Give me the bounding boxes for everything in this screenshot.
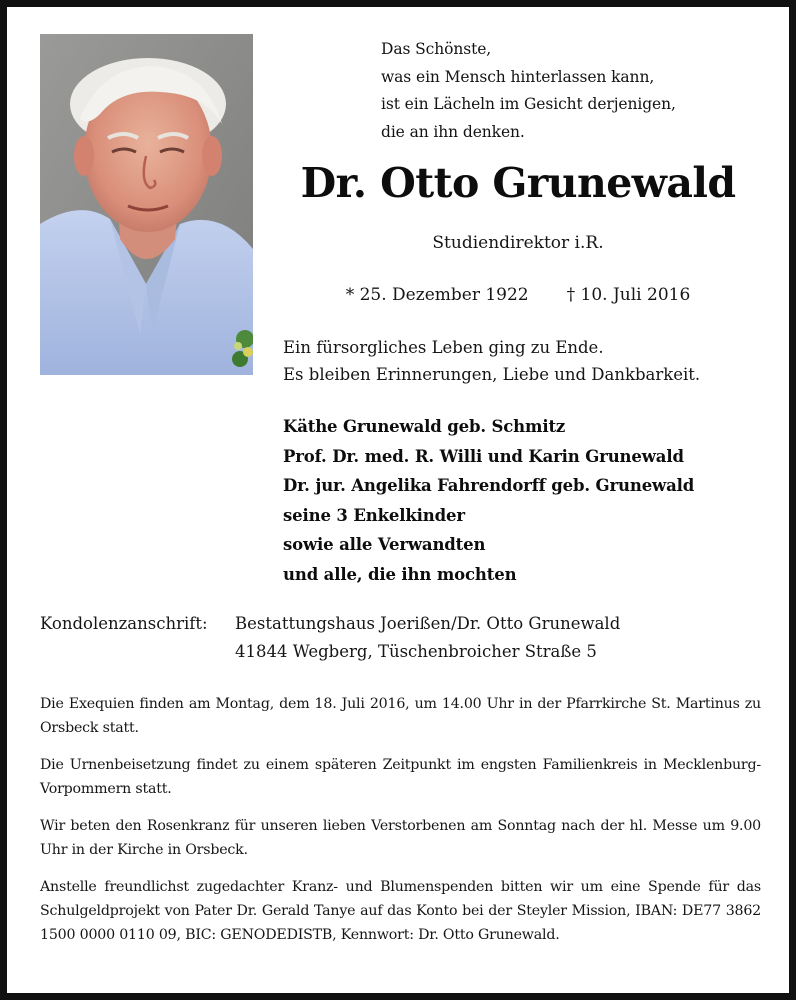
mourners-list <box>283 412 694 589</box>
quote-line: was ein Mensch hinterlassen kann, <box>381 67 655 86</box>
phrase-line: Ein fürsorgliches Leben ging zu Ende. <box>283 338 604 357</box>
paragraph: Die Exequien finden am Montag, dem 18. Juli 2016, um 14.00 Uhr in der Pfarrkirche St. Martinus zu Orsbeck statt. <box>40 696 761 736</box>
quote-line: Das Schönste, <box>381 40 492 58</box>
mourner: sowie alle Verwandten <box>283 535 486 554</box>
deceased-title: Studiendirektor i.R. <box>432 233 604 253</box>
death-date: † 10. Juli 2016 <box>566 285 691 305</box>
condolence-label: Kondolenzanschrift: <box>40 614 208 633</box>
life-dates <box>283 285 753 305</box>
condolence-line: Bestattungshaus Joerißen/Dr. Otto Grunewald <box>235 614 621 633</box>
mourner: Dr. jur. Angelika Fahrendorff geb. Grunewald <box>283 476 695 495</box>
memorial-phrase <box>283 334 700 388</box>
memorial-quote <box>381 36 676 146</box>
paragraph: Wir beten den Rosenkranz für unseren lieben Verstorbenen am Sonntag nach der hl. Messe um 9.00 Uhr in der Kirche in Orsbeck. <box>40 818 761 858</box>
paragraph: Anstelle freundlichst zugedachter Kranz- und Blumenspenden bitten wir um eine Spende für das Schulgeldprojekt von Pater Dr. Gerald Tanye auf das Konto bei der Steyler Mission, IBAN: DE77 3862 1500 0000 0110 09, BIC: GENODEDISTB, Kennwort: Dr. Otto Grunewald. <box>40 879 761 943</box>
portrait-photo <box>40 34 253 375</box>
mourner: seine 3 Enkelkinder <box>283 505 465 525</box>
quote-line: ist ein Lächeln im Gesicht derjenigen, <box>381 95 676 113</box>
mourner: Prof. Dr. med. R. Willi und Karin Grunewald <box>283 446 684 466</box>
birth-date: * 25. Dezember 1922 <box>345 285 529 305</box>
service-details <box>40 692 761 960</box>
mourner: und alle, die ihn mochten <box>283 564 517 584</box>
quote-line: die an ihn denken. <box>381 122 525 141</box>
mourner: Käthe Grunewald geb. Schmitz <box>283 417 566 436</box>
condolence-address <box>40 610 620 666</box>
phrase-line: Es bleiben Erinnerungen, Liebe und Dankbarkeit. <box>283 365 701 384</box>
deceased-name: Dr. Otto Grunewald <box>300 159 736 207</box>
condolence-line: 41844 Wegberg, Tüschenbroicher Straße 5 <box>235 642 597 661</box>
paragraph: Die Urnenbeisetzung findet zu einem späteren Zeitpunkt im engsten Familienkreis in Mecklenburg-Vorpommern statt. <box>40 757 761 797</box>
